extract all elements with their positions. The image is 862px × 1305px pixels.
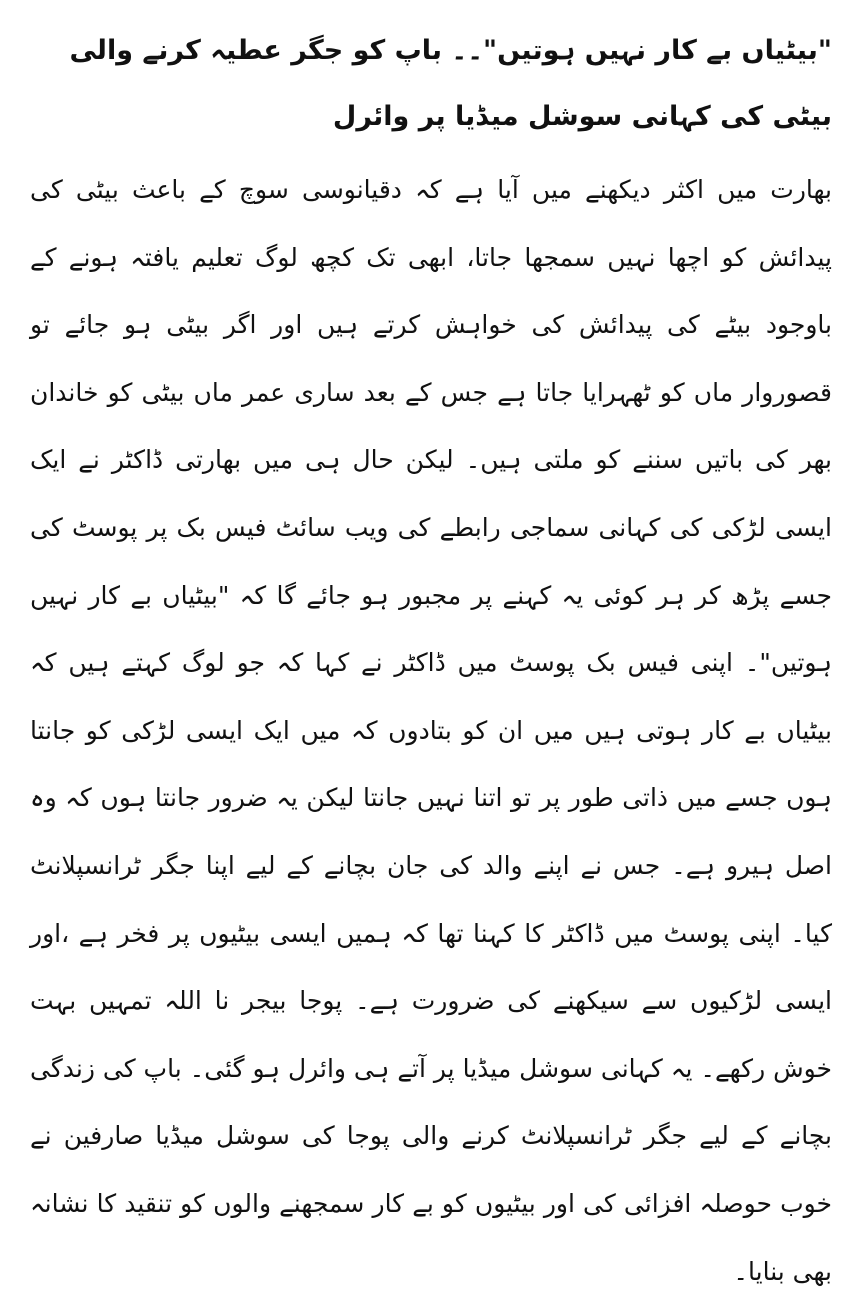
article-body: بھارت میں اکثر دیکھنے میں آیا ہے کہ دقیانوسی سوچ کے باعث بیٹی کی پیدائش کو اچھا نہیں سمجھا جاتا، ابھی تک کچھ لوگ تعلیم یافتہ ہونے کے باوجود بیٹے کی پیدائش کی خواہش کرتے ہیں اور اگر بیٹی ہو جائے تو قصوروار ماں کو ٹھہرایا جاتا ہے جس کے بعد ساری عمر ماں بیٹی کو خاندان بھر کی باتیں سننے کو ملتی ہیں۔ لیکن حال ہی میں بھارتی ڈاکٹر نے ایک ایسی لڑکی کی کہانی سماجی رابطے کی ویب سائٹ فیس بک پر پوسٹ کی جسے پڑھ کر ہر کوئی یہ کہنے پر مجبور ہو جائے گا کہ "بیٹیاں بے کار نہیں ہوتیں"۔ اپنی فیس بک پوسٹ میں ڈاکٹر نے کہا کہ جو لوگ کہتے ہیں کہ بیٹیاں بے کار ہوتی ہیں میں ان کو بتادوں کہ میں ایک ایسی لڑکی کو جانتا ہوں جسے میں ذاتی طور پر تو اتنا نہیں جانتا لیکن یہ ضرور جانتا ہوں کہ وہ اصل ہیرو ہے۔ جس نے اپنے والد کی جان بچانے کے لیے اپنا جگر ٹرانسپلانٹ کیا۔ اپنی پوسٹ میں ڈاکٹر کا کہنا تھا کہ ہمیں ایسی بیٹیوں پر فخر ہے ،اور ایسی لڑکیوں سے سیکھنے کی ضرورت ہے۔ پوجا بیجر نا اللہ تمہیں بہت خوش رکھے۔ یہ کہانی سوشل میڈیا پر آتے ہی وائرل ہو گئی۔ باپ کی زندگی بچانے کے لیے جگر ٹرانسپلانٹ کرنے والی پوجا کی سوشل میڈیا صارفین نے خوب حوصلہ افزائی کی اور بیٹیوں کو بے کار سمجھنے والوں کو تنقید کا نشانہ بھی بنایا۔ [30, 175, 832, 1286]
article-headline: "بیٹیاں بے کار نہیں ہوتیں"۔۔ باپ کو جگر عطیہ کرنے والی بیٹی کی کہانی سوشل میڈیا پر وائرل [69, 35, 832, 132]
